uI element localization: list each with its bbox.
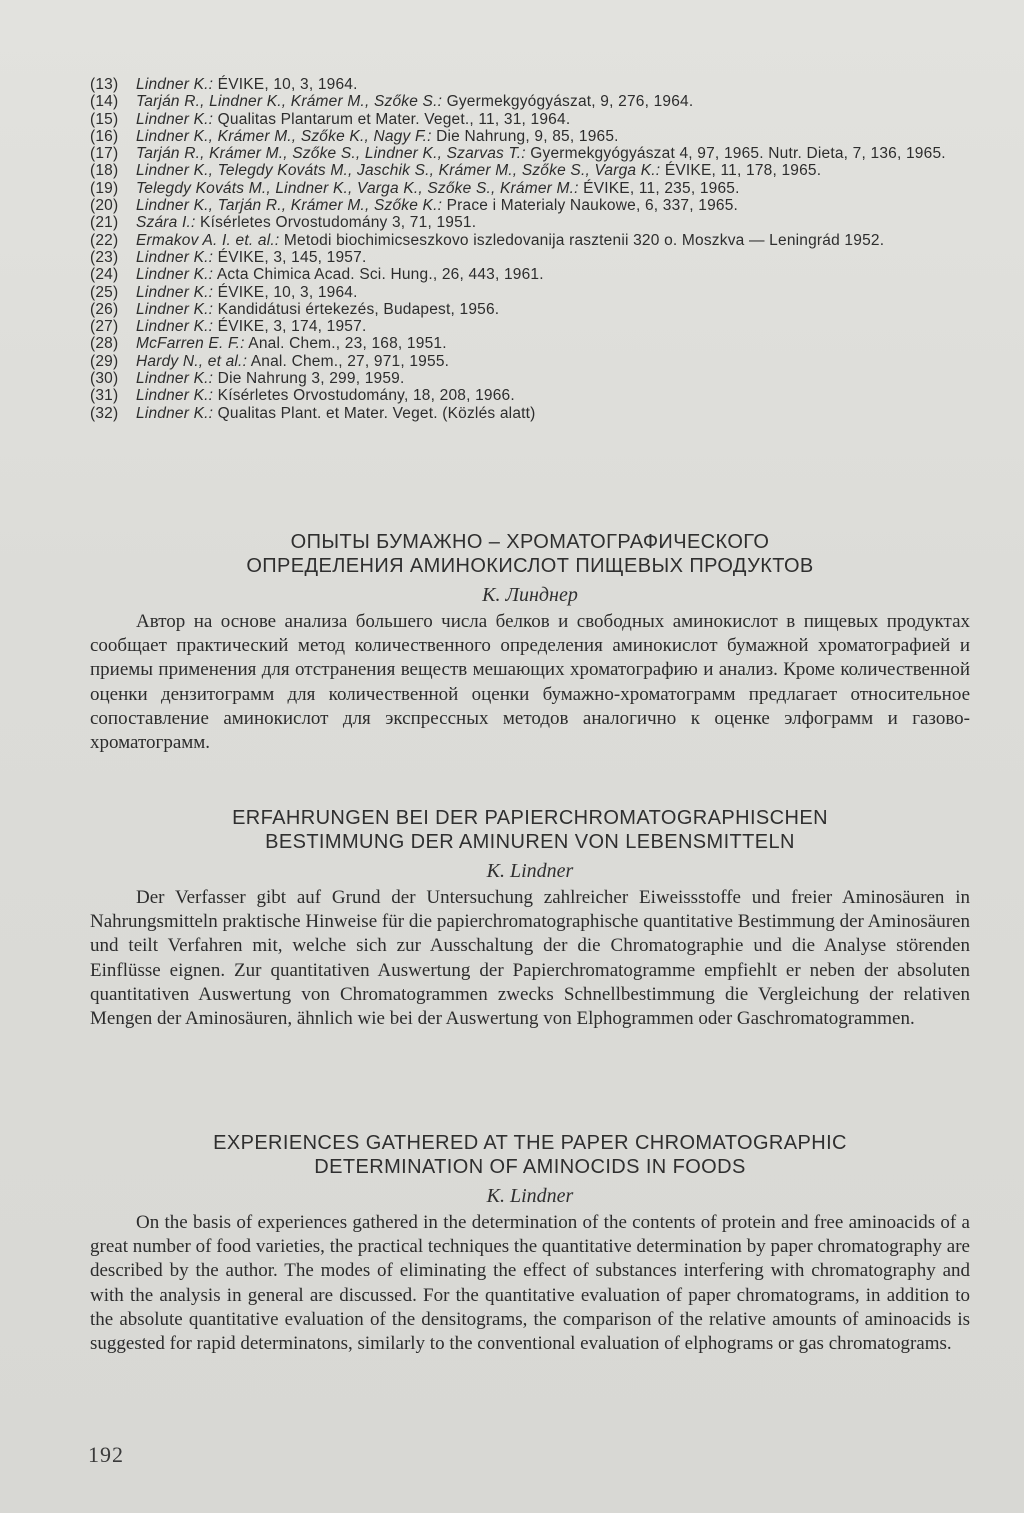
reference-item (90, 301, 990, 318)
abstract-title-line: BESTIMMUNG DER AMINUREN VON LEBENSMITTELN (265, 831, 795, 853)
reference-source: ÉVIKE, 3, 174, 1957. (213, 318, 367, 336)
reference-item (90, 249, 990, 266)
reference-number: (29) (90, 352, 119, 370)
reference-source: ÉVIKE, 11, 178, 1965. (660, 162, 822, 180)
abstract-english (90, 1131, 970, 1356)
reference-source: Kísérletes Orvostudomány, 18, 208, 1966. (213, 387, 515, 405)
reference-source: Prace i Materialy Naukowe, 6, 337, 1965. (442, 197, 739, 215)
reference-source: ÉVIKE, 11, 235, 1965. (578, 179, 740, 197)
reference-item (90, 162, 990, 179)
reference-number: (28) (90, 335, 119, 353)
reference-source: Metodi biochimicseszkovo iszledovanija rasztenii 320 o. Moszkva — Leningrád 1952. (279, 231, 885, 249)
reference-authors: Tarján R., Krámer M., Szőke S., Lindner K., Szarvas T.: (136, 145, 526, 163)
reference-source: ÉVIKE, 10, 3, 1964. (213, 283, 358, 301)
reference-authors: Szára I.: (136, 214, 196, 232)
abstract-body (90, 886, 970, 1031)
reference-item (90, 111, 990, 128)
reference-item (90, 76, 990, 93)
reference-item (90, 180, 990, 197)
reference-authors: Lindner K.: (136, 300, 214, 318)
abstract-body (90, 1211, 970, 1356)
reference-authors: Hardy N., et al.: (136, 352, 248, 370)
abstract-text: Der Verfasser gibt auf Grund der Untersuchung zahlreicher Eiweissstoffe und freier Aminosäuren in Nahrungsmitteln praktische Hinweise für die papierchromatographische quantitative Bestimmung der Aminosäuren und teilt Verfahren mit, welche sich zur Ausschaltung der die Chromatographie und die Analyse störenden Einflüsse eignen. Zur quantitativen Auswertung der Papierchromatogramme empfiehlt er neben der absoluten quantitativen Auswertung von Chromatogrammen zwecks Schnellbestimmung die Vergleichung der relativen Mengen der Aminosäuren, ähnlich wie bei der Auswertung von Elphogrammen oder Gaschromatogrammen. (90, 887, 970, 1030)
abstract-russian (90, 530, 970, 755)
reference-source: Kandidátusi értekezés, Budapest, 1956. (213, 300, 500, 318)
reference-authors: Lindner K.: (136, 248, 214, 266)
abstract-title-line: EXPERIENCES GATHERED AT THE PAPER CHROMATOGRAPHIC (213, 1132, 847, 1154)
abstract-title (90, 806, 970, 854)
reference-item (90, 318, 990, 335)
reference-source: Qualitas Plantarum et Mater. Veget., 11, 31, 1964. (213, 110, 571, 128)
reference-number: (32) (90, 404, 119, 422)
abstract-title-line: ОПРЕДЕЛЕНИЯ АМИНОКИСЛОТ ПИЩЕВЫХ ПРОДУКТОВ (246, 555, 814, 577)
reference-number: (17) (90, 145, 119, 163)
reference-item (90, 197, 990, 214)
reference-item (90, 93, 990, 110)
reference-source: Die Nahrung 3, 299, 1959. (213, 370, 405, 388)
reference-list (90, 76, 990, 422)
reference-source: Acta Chimica Acad. Sci. Hung., 26, 443, 1961. (213, 266, 544, 284)
abstract-author: К. Линднер (482, 584, 578, 606)
reference-number: (26) (90, 300, 119, 318)
reference-number: (24) (90, 266, 119, 284)
abstract-text: On the basis of experiences gathered in the determination of the contents of protein and free aminoacids of a great number of food varieties, the practical techniques the quantitative determination by paper chromatography are described by the author. The modes of eliminating the effect of substances interfering with chromatography and with the analysis in general are discussed. For the quantitative evaluation of paper chromatograms, in addition to the absolute quantitative evaluation of the densitograms, the comparison of the relative amounts of aminoacids is suggested for rapid determinatons, similarly to the conventional evaluation of elphograms or gas chromatograms. (90, 1212, 970, 1355)
reference-number: (20) (90, 197, 119, 215)
reference-item (90, 145, 990, 162)
abstract-title (90, 530, 970, 578)
reference-source: Anal. Chem., 23, 168, 1951. (244, 335, 447, 353)
reference-source: Anal. Chem., 27, 971, 1955. (247, 352, 450, 370)
reference-authors: Lindner K.: (136, 110, 214, 128)
abstract-title-line: ERFAHRUNGEN BEI DER PAPIERCHROMATOGRAPHISCHEN (232, 807, 828, 829)
reference-number: (14) (90, 93, 119, 111)
reference-item (90, 370, 990, 387)
abstract-title-line: ОПЫТЫ БУМАЖНО – ХРОМАТОГРАФИЧЕСКОГО (290, 531, 770, 553)
reference-item (90, 353, 990, 370)
reference-item (90, 284, 990, 301)
reference-source: Qualitas Plant. et Mater. Veget. (Közlés alatt) (213, 404, 536, 422)
reference-number: (23) (90, 248, 119, 266)
reference-authors: Lindner K.: (136, 387, 214, 405)
page-number: 192 (88, 1442, 124, 1467)
reference-authors: Ermakov A. I. et. al.: (136, 231, 280, 249)
reference-source: ÉVIKE, 10, 3, 1964. (213, 76, 358, 93)
reference-number: (13) (90, 76, 119, 93)
reference-authors: Lindner K., Tarján R., Krámer M., Szőke K.: (136, 197, 443, 215)
reference-source: Gyermekgyógyászat 4, 97, 1965. Nutr. Dieta, 7, 136, 1965. (525, 145, 946, 163)
reference-item (90, 266, 990, 283)
reference-source: ÉVIKE, 3, 145, 1957. (213, 248, 367, 266)
abstract-author: K. Lindner (486, 860, 574, 882)
reference-number: (27) (90, 318, 119, 336)
reference-authors: Telegdy Kováts M., Lindner K., Varga K., Szőke S., Krámer M.: (136, 179, 579, 197)
reference-number: (15) (90, 110, 119, 128)
reference-number: (18) (90, 162, 119, 180)
reference-authors: Lindner K.: (136, 370, 214, 388)
reference-item (90, 405, 990, 422)
reference-authors: Lindner K.: (136, 76, 214, 93)
reference-authors: Lindner K.: (136, 266, 214, 284)
reference-authors: Lindner K.: (136, 404, 214, 422)
reference-authors: Lindner K., Telegdy Kováts M., Jaschik S., Krámer M., Szőke S., Varga K.: (136, 162, 661, 180)
reference-item (90, 214, 990, 231)
reference-number: (19) (90, 179, 119, 197)
reference-number: (16) (90, 127, 119, 145)
abstract-body (90, 610, 970, 755)
reference-source: Die Nahrung, 9, 85, 1965. (431, 127, 619, 145)
abstract-title (90, 1131, 970, 1179)
reference-authors: Tarján R., Lindner K., Krámer M., Szőke S.: (136, 93, 443, 111)
reference-authors: Lindner K., Krámer M., Szőke K., Nagy F.: (136, 127, 432, 145)
reference-number: (25) (90, 283, 119, 301)
abstract-title-line: DETERMINATION OF AMINOCIDS IN FOODS (314, 1156, 746, 1178)
reference-authors: McFarren E. F.: (136, 335, 245, 353)
reference-authors: Lindner K.: (136, 283, 214, 301)
reference-number: (30) (90, 370, 119, 388)
reference-item (90, 335, 990, 352)
reference-source: Gyermekgyógyászat, 9, 276, 1964. (442, 93, 694, 111)
reference-number: (22) (90, 231, 119, 249)
reference-number: (31) (90, 387, 119, 405)
reference-item (90, 387, 990, 404)
reference-item (90, 232, 990, 249)
reference-source: Kísérletes Orvostudomány 3, 71, 1951. (195, 214, 477, 232)
reference-item (90, 128, 990, 145)
reference-authors: Lindner K.: (136, 318, 214, 336)
abstract-text: Автор на основе анализа большего числа белков и свободных аминокислот в пищевых продуктах сообщает практический метод количественного определения аминокислот бумажной хроматографией и приемы применения для отстранения веществ мешающих хроматографию и анализ. Кроме количественной оценки дензитограмм для количественной оценки бумажно-хроматограмм предлагает относительное сопоставление аминокислот для экспрессных методов аналогично к оценке элфограмм и газово-хроматограмм. (90, 611, 970, 754)
reference-number: (21) (90, 214, 119, 232)
abstract-author: K. Lindner (486, 1185, 574, 1207)
abstract-german (90, 806, 970, 1031)
